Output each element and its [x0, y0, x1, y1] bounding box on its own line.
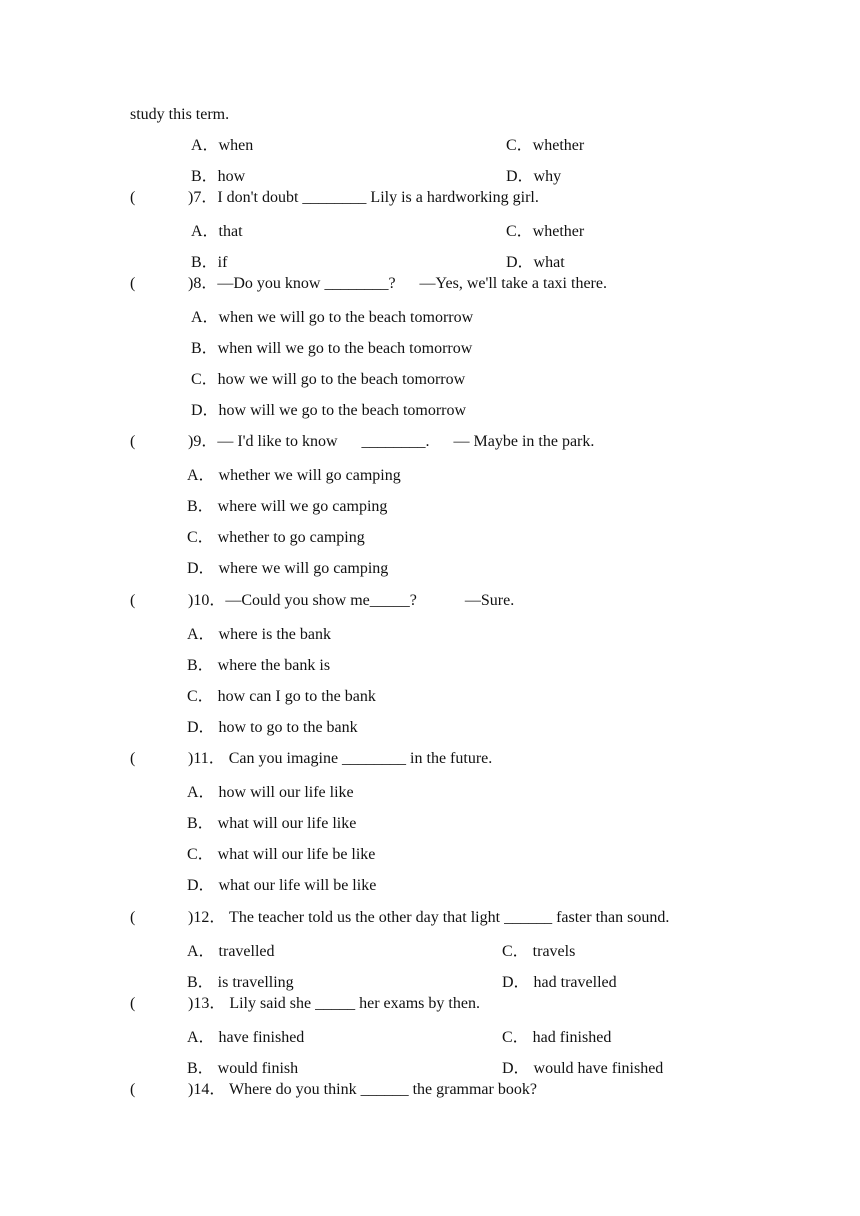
- answer-bracket: (: [130, 909, 136, 926]
- option-a: A． travelled: [187, 943, 275, 960]
- option-d: D． how to go to the bank: [187, 719, 358, 736]
- option-a: A．when we will go to the beach tomorrow: [191, 309, 474, 326]
- option-a: A．when: [191, 137, 254, 154]
- answer-bracket: (: [130, 433, 136, 450]
- option-c: C． how can I go to the bank: [187, 688, 376, 705]
- question-11: )11． Can you imagine ________ in the future.: [188, 750, 493, 767]
- question-10: )10．—Could you show me_____? —Sure.: [188, 592, 515, 609]
- option-a: A． have finished: [187, 1029, 305, 1046]
- text-line: study this term.: [130, 106, 230, 123]
- answer-bracket: (: [130, 592, 136, 609]
- option-d: D．what: [506, 254, 565, 271]
- answer-bracket: (: [130, 750, 136, 767]
- option-a: A． whether we will go camping: [187, 467, 401, 484]
- option-b: B． is travelling: [187, 974, 294, 991]
- option-a: A． how will our life like: [187, 784, 354, 801]
- option-d: D．why: [506, 168, 562, 185]
- option-b: B．when will we go to the beach tomorrow: [191, 340, 473, 357]
- option-c: C．whether: [506, 137, 585, 154]
- question-9: )9．— I'd like to know ________. — Maybe in the park.: [188, 433, 595, 450]
- answer-bracket: (: [130, 189, 136, 206]
- answer-bracket: (: [130, 275, 136, 292]
- option-c: C．whether: [506, 223, 585, 240]
- question-14: )14． Where do you think ______ the grammar book?: [188, 1081, 537, 1098]
- option-d: D． had travelled: [502, 974, 617, 991]
- option-b: B． where the bank is: [187, 657, 331, 674]
- option-d: D． what our life will be like: [187, 877, 377, 894]
- option-b: B． what will our life like: [187, 815, 357, 832]
- question-8: )8．—Do you know ________? —Yes, we'll take a taxi there.: [188, 275, 607, 292]
- option-d: D． where we will go camping: [187, 560, 389, 577]
- option-c: C． had finished: [502, 1029, 612, 1046]
- answer-bracket: (: [130, 995, 136, 1012]
- option-c: C． travels: [502, 943, 576, 960]
- option-b: B． where will we go camping: [187, 498, 388, 515]
- option-b: B．if: [191, 254, 228, 271]
- option-d: D． would have finished: [502, 1060, 664, 1077]
- option-b: B． would finish: [187, 1060, 299, 1077]
- option-c: C． whether to go camping: [187, 529, 365, 546]
- option-c: C．how we will go to the beach tomorrow: [191, 371, 466, 388]
- option-a: A．that: [191, 223, 243, 240]
- option-a: A． where is the bank: [187, 626, 331, 643]
- question-7: )7．I don't doubt ________ Lily is a hardworking girl.: [188, 189, 539, 206]
- question-13: )13． Lily said she _____ her exams by then.: [188, 995, 480, 1012]
- option-c: C． what will our life be like: [187, 846, 376, 863]
- option-b: B．how: [191, 168, 246, 185]
- question-12: )12． The teacher told us the other day that light ______ faster than sound.: [188, 909, 670, 926]
- option-d: D．how will we go to the beach tomorrow: [191, 402, 467, 419]
- answer-bracket: (: [130, 1081, 136, 1098]
